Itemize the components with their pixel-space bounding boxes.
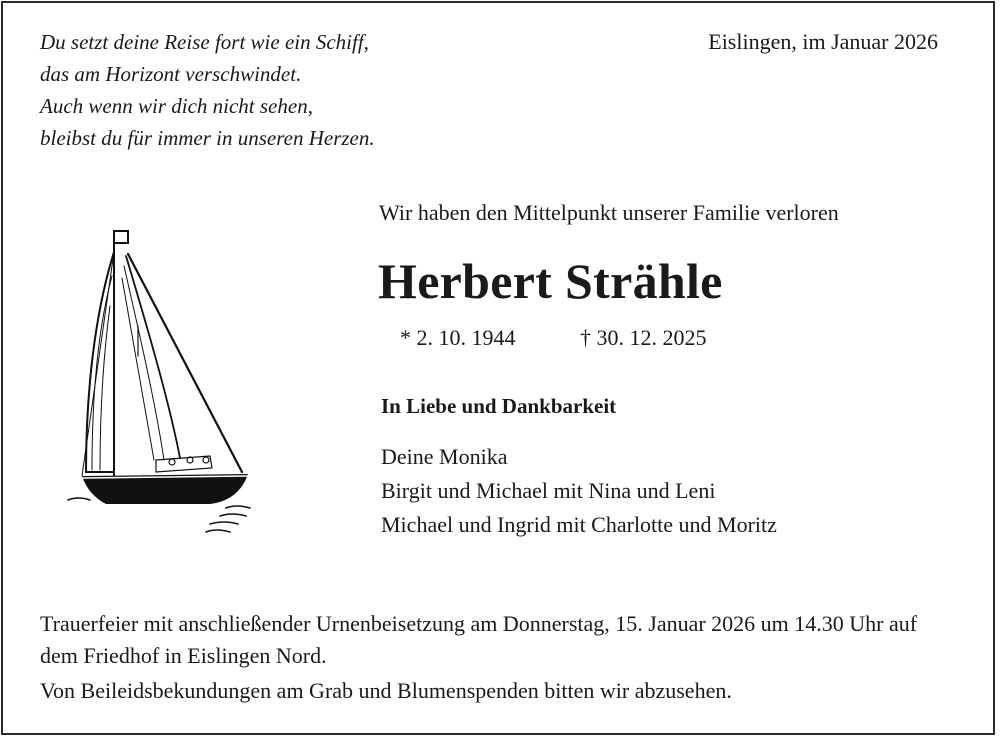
poem — [40, 26, 375, 154]
poem-line: bleibst du für immer in unseren Herzen. — [40, 126, 375, 150]
mourners-list — [381, 440, 777, 542]
sailboat-icon — [60, 226, 260, 538]
deceased-name: Herbert Strähle — [378, 253, 723, 309]
place-date: Eislingen, im Januar 2026 — [708, 29, 938, 54]
poem-line: das am Horizont verschwindet. — [40, 62, 302, 86]
service-info: Trauerfeier mit anschließender Urnenbeisetzung am Donnerstag, 15. Januar 2026 um 14.30 Uhr auf dem Friedhof in Eislingen Nord. — [40, 611, 918, 668]
poem-line: Du setzt deine Reise fort wie ein Schiff, — [40, 30, 369, 54]
death-date: † 30. 12. 2025 — [580, 325, 707, 350]
announcement-lead: Wir haben den Mittelpunkt unserer Familie verloren — [379, 200, 839, 225]
condolence-note: Von Beileidsbekundungen am Grab und Blumenspenden bitten wir abzusehen. — [40, 678, 732, 703]
mourner-entry: Michael und Ingrid mit Charlotte und Moritz — [381, 512, 777, 537]
birth-date: * 2. 10. 1944 — [400, 325, 516, 350]
poem-line: Auch wenn wir dich nicht sehen, — [40, 94, 313, 118]
gratitude-line: In Liebe und Dankbarkeit — [381, 394, 617, 418]
mourner-entry: Birgit und Michael mit Nina und Leni — [381, 478, 716, 503]
mourner-entry: Deine Monika — [381, 444, 508, 469]
